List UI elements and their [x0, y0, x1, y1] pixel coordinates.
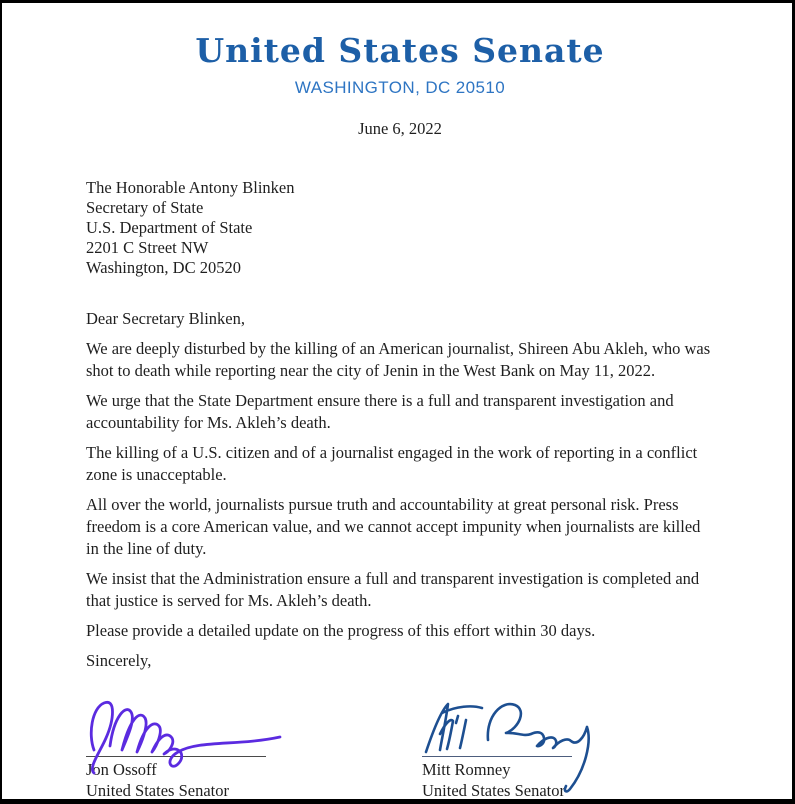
letterhead-address: WASHINGTON, DC 20510 — [294, 78, 506, 97]
salutation: Dear Secretary Blinken, — [86, 309, 245, 328]
recipient-line: U.S. Department of State — [86, 218, 253, 237]
recipient-line: 2201 C Street NW — [86, 238, 209, 257]
recipient-line: Washington, DC 20520 — [86, 258, 241, 277]
letter-date: June 6, 2022 — [358, 119, 442, 138]
body-paragraph: We are deeply disturbed by the killing of an American journalist, Shireen Abu Akleh, who was shot to death while reporting near the city of Jenin in the West Bank on May 11, 2022. — [86, 339, 711, 380]
body-paragraph: We urge that the State Department ensure there is a full and transparent investigation and accountability for Ms. Akleh’s death. — [86, 391, 674, 432]
letterhead-title: United States Senate — [195, 31, 605, 70]
closing: Sincerely, — [86, 651, 152, 670]
signature-block-romney — [422, 696, 714, 801]
body-paragraph: Please provide a detailed update on the progress of this effort within 30 days. — [86, 621, 596, 640]
signer-name: Mitt Romney — [422, 760, 511, 779]
romney-signature-icon — [422, 696, 612, 756]
recipient-block — [86, 178, 714, 278]
body-paragraph: All over the world, journalists pursue truth and accountability at great personal risk. Press freedom is a core American value, and we cannot accept impunity when journalists are killed in the line of duty. — [86, 495, 701, 558]
signature-line — [86, 756, 266, 757]
body-paragraph: The killing of a U.S. citizen and of a journalist engaged in the work of reporting in a conflict zone is unacceptable. — [86, 443, 698, 484]
signature-section — [86, 696, 714, 801]
body-paragraph: We insist that the Administration ensure a full and transparent investigation is completed and that justice is served for Ms. Akleh’s death. — [86, 569, 700, 610]
recipient-line: The Honorable Antony Blinken — [86, 178, 295, 197]
signature-line — [422, 756, 572, 757]
signer-title: United States Senator — [86, 781, 229, 800]
recipient-line: Secretary of State — [86, 198, 204, 217]
signer-name: Jon Ossoff — [86, 760, 157, 779]
ossoff-signature-icon — [86, 696, 296, 756]
signature-block-ossoff — [86, 696, 422, 801]
signer-title: United States Senator — [422, 781, 565, 800]
